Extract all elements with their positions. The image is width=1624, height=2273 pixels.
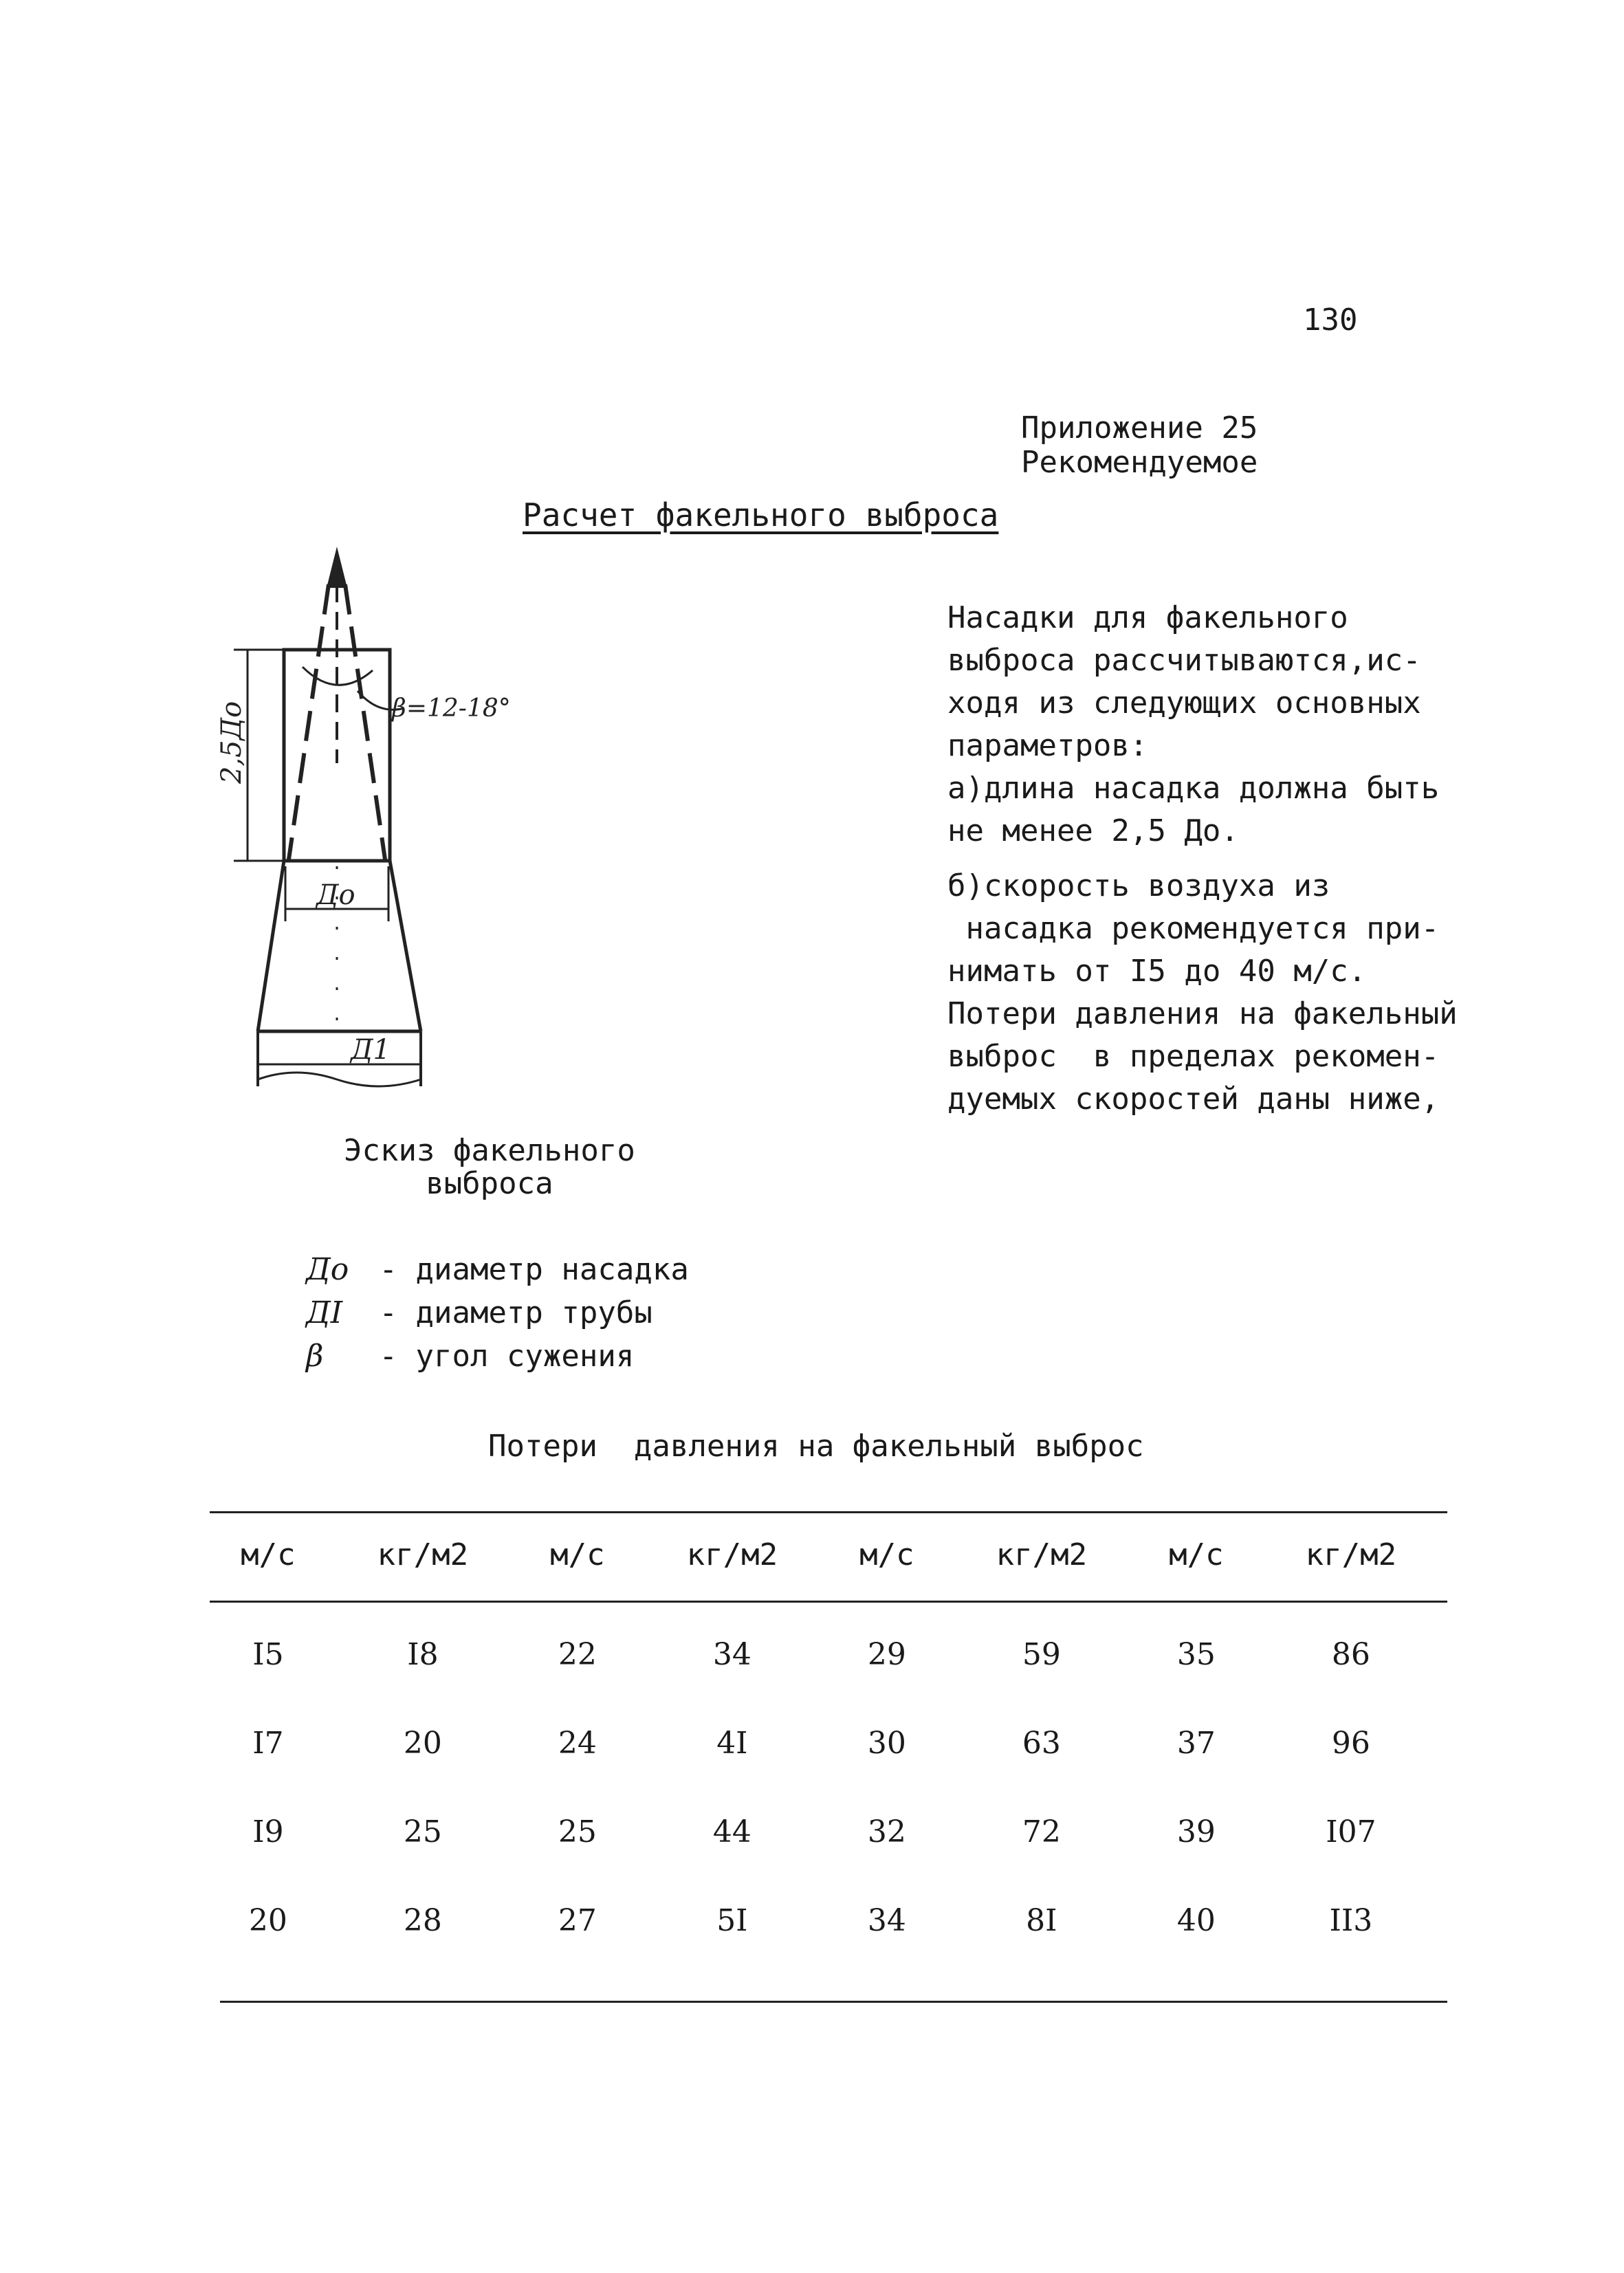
table-cell: II3 xyxy=(1329,1903,1373,1938)
table-cell: 59 xyxy=(1022,1637,1061,1672)
table-row xyxy=(210,1699,1447,1788)
paragraph-line: б)скорость воздуха из xyxy=(947,868,1330,903)
legend-text: - диаметр трубы xyxy=(379,1295,652,1330)
angle-label: β=12-18° xyxy=(392,694,511,723)
table-cell: 28 xyxy=(403,1903,442,1938)
header-cell: кг/м2 xyxy=(996,1537,1088,1572)
table-row xyxy=(210,1788,1447,1876)
legend-item xyxy=(306,1248,689,1291)
table-cell: I5 xyxy=(252,1637,284,1672)
paragraph-line: дуемых скоростей даны ниже, xyxy=(947,1081,1440,1117)
table-bottom-rule xyxy=(220,2001,1447,2003)
table-cell: I7 xyxy=(252,1726,284,1761)
table-cell: 37 xyxy=(1176,1726,1216,1761)
table-cell: 34 xyxy=(712,1637,751,1672)
table-cell: 63 xyxy=(1022,1726,1061,1761)
table-row xyxy=(210,1610,1447,1699)
table-cell: 40 xyxy=(1176,1903,1216,1938)
table-cell: 44 xyxy=(712,1814,751,1849)
legend-text: - угол сужения xyxy=(379,1339,635,1374)
paragraph-line: а)длина насадка должна быть xyxy=(947,771,1440,806)
table-cell: 4I xyxy=(716,1726,748,1761)
legend-item xyxy=(306,1291,689,1335)
table-cell: 34 xyxy=(867,1903,906,1938)
appendix-status: Рекомендуемое xyxy=(1021,445,1258,480)
d1-label: Д1 xyxy=(351,1034,391,1066)
legend-symbol: β xyxy=(306,1339,324,1374)
table-cell: 22 xyxy=(558,1637,597,1672)
table-row xyxy=(210,1876,1447,1965)
description-paragraph xyxy=(947,597,1458,1121)
header-cell: кг/м2 xyxy=(686,1537,778,1572)
d0-label: Дo xyxy=(316,879,355,911)
paragraph-line: ходя из следующих основных xyxy=(947,685,1421,721)
table-cell: 96 xyxy=(1331,1726,1370,1761)
appendix-label: Приложение 25 xyxy=(1021,410,1258,446)
appendix-block xyxy=(1021,411,1258,480)
table-top-rule xyxy=(210,1511,1447,1513)
table-cell: 24 xyxy=(558,1726,597,1761)
caption-line: Эскиз факельного xyxy=(344,1133,635,1168)
header-cell: м/с xyxy=(241,1537,296,1572)
symbol-legend xyxy=(306,1248,689,1378)
cone-dashed-right xyxy=(345,584,385,859)
table-cell: 8I xyxy=(1026,1903,1057,1938)
table-cell: 25 xyxy=(403,1814,442,1849)
arrow-head xyxy=(327,547,347,588)
legend-text: - диаметр насадка xyxy=(379,1252,689,1287)
paragraph-line: насадка рекомендуется при- xyxy=(947,911,1440,946)
table-cell: 30 xyxy=(867,1726,906,1761)
diffuser-left xyxy=(258,861,284,1031)
table-cell: 5I xyxy=(716,1903,748,1938)
table-cell: 72 xyxy=(1022,1814,1061,1849)
legend-item xyxy=(306,1335,689,1378)
table-cell: I8 xyxy=(407,1637,439,1672)
pipe-break-line xyxy=(258,1073,421,1086)
table-cell: 27 xyxy=(558,1903,597,1938)
paragraph-line: Насадки для факельного xyxy=(947,600,1348,635)
table-cell: 32 xyxy=(867,1814,906,1849)
caption-line: выброса xyxy=(426,1166,553,1201)
paragraph-line: не менее 2,5 До. xyxy=(947,813,1239,848)
pressure-loss-table xyxy=(210,1519,1447,1965)
table-cell: 20 xyxy=(403,1726,442,1761)
sketch-caption xyxy=(344,1134,635,1200)
header-cell: кг/м2 xyxy=(1305,1537,1397,1572)
header-cell: м/с xyxy=(1169,1537,1224,1572)
paragraph-line: параметров: xyxy=(947,728,1148,763)
table-cell: 86 xyxy=(1331,1637,1370,1672)
page-title: Расчет факельного выброса xyxy=(523,496,999,534)
length-label: 2,5Дo xyxy=(216,701,248,784)
paragraph-line: выброса рассчитываются,ис- xyxy=(947,643,1421,678)
header-cell: кг/м2 xyxy=(377,1537,469,1572)
table-header-row xyxy=(210,1519,1447,1590)
page-number: 130 xyxy=(1303,303,1358,338)
header-cell: м/с xyxy=(550,1537,605,1572)
table-cell: I9 xyxy=(252,1814,284,1849)
flare-sketch xyxy=(216,536,605,1128)
legend-symbol: До xyxy=(306,1252,349,1287)
diffuser-right xyxy=(390,861,421,1031)
header-cell: м/с xyxy=(859,1537,914,1572)
table-cell: 39 xyxy=(1176,1814,1216,1849)
legend-symbol: ДI xyxy=(306,1295,343,1330)
paragraph-line: нимать от I5 до 40 м/с. xyxy=(947,954,1367,989)
table-cell: 29 xyxy=(867,1637,906,1672)
table-cell: I07 xyxy=(1326,1814,1376,1849)
paragraph-line: Потери давления на факельный xyxy=(947,996,1458,1031)
table-cell: 25 xyxy=(558,1814,597,1849)
table-cell: 20 xyxy=(248,1903,287,1938)
table-cell: 35 xyxy=(1176,1637,1216,1672)
cone-dashed-left xyxy=(289,584,329,859)
table-title: Потери давления на факельный выброс xyxy=(488,1429,1144,1464)
paragraph-line: выброс в пределах рекомен- xyxy=(947,1039,1440,1074)
